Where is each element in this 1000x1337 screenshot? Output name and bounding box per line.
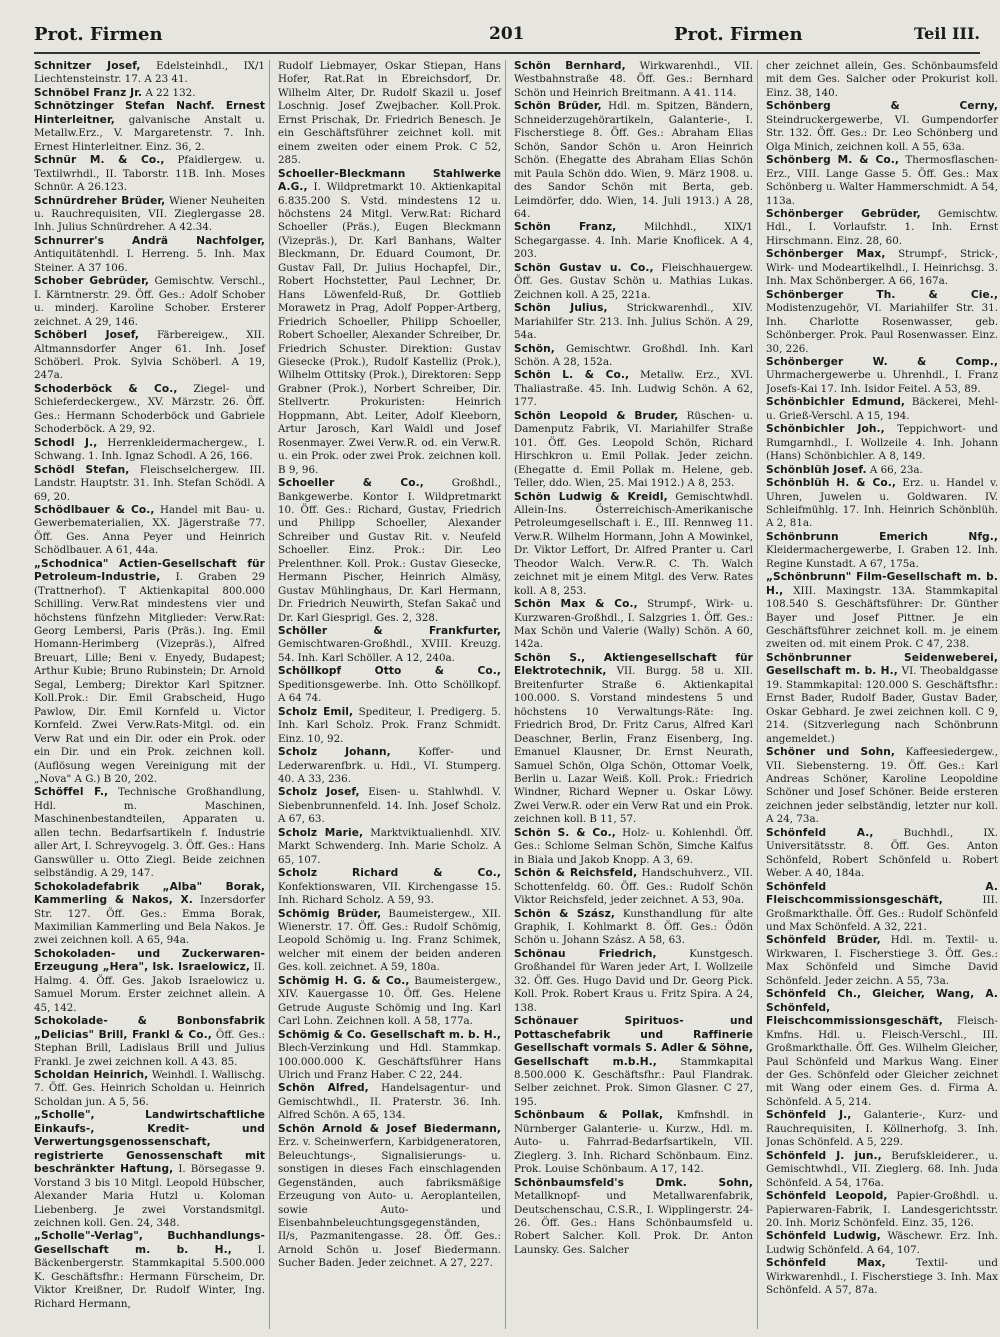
firm-details: I. Börsegasse 9. Vorstand 3 bis 10 Mitgl. Leopold Hübscher, Alexander Maria Hutzl u. Koloman Liebenberg. Je zwei Vorstandsmitgl. zeichnen koll. Gen. 24, 348. [34,1163,266,1229]
firm-details: Rudolf Liebmayer, Oskar Stiepan, Hans Hofer, Rat.Rat in Ebreichsdorf, Dr. Wilhelm Alter, Dr. Rudolf Skazil u. Josef Loschnig. Josef Zwejbacher. Koll.Prok. Ernst Prischak, Dr. Friedrich Benesch. Je ein Geschäftsführer zeichnet koll. mit einem zweiten oder einem Prok. C 52, 285. [278,60,501,167]
firm-name: Schönberger Gebrüder, [766,207,921,220]
directory-entry [766,1150,998,1190]
firm-details: VI. Theobaldgasse 19. Stammkapital: 120.000 S. Geschäftsfhr.: Ernst Bader, Rudolf Bader, Gustav Bader, Oskar Gebhard. Je zwei zeichnen koll. C 9, 214. (Sitzverlegung nach Schönbrunn angemeldet.) [766,665,998,745]
firm-name: Scholz Richard & Co., [278,867,501,880]
firm-details: II. Halmg. 4. Öff. Ges. Jakob Israelowicz u. Samuel Morum. Erster zeichnet allein. A 45, 142. [34,961,265,1014]
firm-details: Gemischtwhdl. Allein-Ins. Österreichisch-Amerikanische Petroleumgesellschaft i. E., III. Rennweg 11. Verw.R. Wilhelm Hormann, John A Mowinkel, Dr. Viktor Leffort, Dr. Alfred Pranter u. Carl Theodor Walch. Verw.R. C. Th. Walch zeichnet mit je einem Mitgl. des Verw. Rates koll. A 8, 253. [514,490,753,597]
firm-name: „Schodnica" Actien-Gesellschaft für Petroleum-Industrie, [34,557,265,584]
firm-details: Hdl. m. Spitzen, Bändern, Schneiderzugehörartikeln, Galanterie-, I. Fischerstiege 8. Öff. Ges.: Abraham Elias Schön, Sandor Schön u. Aron Heinrich Schön. (Ehegatte des Abraham Elias Schön mit Paula Schön ddo. Wien, 9. März 1908. u. des Sandor Schön mit Berta, geb. Leimdörfer, ddo. Wien, 14. Juli 1913.) A 28, 64. [514,100,754,220]
directory-entry [766,100,998,154]
firm-name: Schober Gebrüder, [34,275,149,288]
directory-entry [514,491,753,599]
firm-details: Handschuhverz., VII. Schottenfeldg. 60. Öff. Ges.: Rudolf Schön Viktor Reichsfeld, jeder zeichnet. A 53, 90a. [514,867,753,907]
firm-name: Schön S. & Co., [514,826,616,839]
directory-entry [278,786,501,826]
firm-name: Schönfeld Brüder, [766,934,881,947]
firm-name: Schön Julius, [514,302,608,315]
directory-entry [766,248,998,288]
directory-entry [766,881,998,935]
firm-details: Strumpf-, Wirk- u. Kurzwaren-Großhdl., I. Salzgries 1. Öff. Ges.: Max Schön und Valerie (Wally) Schön. A 60, 142a. [514,598,753,651]
directory-entry [278,908,501,975]
firm-details: Papier-Großhdl. u. Papierwaren-Fabrik, I. Landesgerichtsstr. 20. Inh. Moriz Schönfeld. Einz. 35, 126. [766,1190,998,1229]
directory-entry [766,208,998,248]
firm-name: Schönauer Spirituos- und Pottaschefabrik und Raffinerie Gesellschaft vormals S. Adler & Söhne, Gesellschaft m.b.H., [514,1015,753,1068]
firm-name: Schönblüh H. & Co., [766,477,896,490]
firm-name: Schönbrunn Emerich Nfg., [766,530,998,543]
firm-name: Schönberg & Cerny, [766,100,998,113]
firm-name: Schön Arnold & Josef Biedermann, [278,1122,501,1135]
firm-name: Schön Leopold & Bruder, [514,409,679,422]
firm-name: Schönbaum & Pollak, [514,1109,664,1122]
firm-name: Schönfeld Ch., Gleicher, Wang, A. Schönfeld, Fleischcommissionsgeschäft, [766,988,998,1028]
directory-entry [278,827,501,867]
firm-name: Schödlbauer & Co., [34,503,155,516]
firm-details: Ziegel- und Schieferdeckergew., XV. Märzstr. 26. Öff. Ges.: Hermann Schoderböck und Gabriele Schoderböck. A 29, 92. [34,382,265,436]
firm-name: Schokolade- & Bonbonsfabrik „Delicias" Brill, Frankl & Co., [34,1015,265,1041]
directory-entry [514,343,753,370]
firm-details: Öff. Ges.: Stephan Brill, Ladislaus Brill und Julius Frankl. Je zwei zeichnen koll. A 43. 85. [34,1028,265,1068]
directory-entry [766,396,998,423]
firm-name: Schönfeld Max, [766,1257,886,1270]
firm-details: Buchhdl., IX. Universitätsstr. 8. Öff. Ges. Anton Schönfeld, Robert Schönfeld u. Robert Weber. A 40, 184a. [766,826,998,880]
directory-entry [278,975,501,1029]
firm-details: Wirkwarenhdl., VII. Westbahnstraße 48. Öff. Ges.: Bernhard Schön und Heinrich Breitmann. A 41. 114. [514,60,753,99]
firm-details: galvanische Anstalt u. Metallw.Erz., V. Margaretenstr. 7. Inh. Ernest Hinterleitner. Einz. 36, 2. [34,113,265,153]
directory-entry [514,100,753,221]
directory-entry [34,786,265,880]
firm-name: Schönfeld J., [766,1109,852,1122]
firm-name: Schön Gustav u. Co., [514,261,654,274]
directory-entry [766,154,998,208]
directory-entry [34,235,265,275]
firm-details: Kmfnshdl. in Nürnberger Galanterie- u. Kurzw., Hdl. m. Auto- u. Fahrrad-Bedarfsartikeln, VII. Zieglerg. 3. Inh. Richard Schönbaum. Einz. Prok. Louise Schönbaum. A 17, 142. [514,1109,754,1176]
directory-entry [34,464,265,504]
firm-name: Scholdan Heinrich, [34,1068,149,1081]
firm-details: Holz- u. Kohlenhdl. Öff. Ges.: Schlome Selman Schön, Simche Kalfus in Biala und Jakob Knopp. A 3, 69. [514,826,753,866]
directory-entry [34,437,265,464]
directory-entry [278,625,501,665]
directory-entry [278,1123,501,1271]
directory-entry [766,934,998,988]
directory-entry [766,1230,998,1257]
directory-entry [34,1069,265,1109]
firm-details: Kleidermachergewerbe, I. Graben 12. Inh. Regine Kunstadt. A 67, 175a. [766,544,998,570]
firm-details: Gemischtw. Hdl., I. Vorlaufstr. 1. Inh. Ernst Hirschmann. Einz. 28, 60. [766,207,998,247]
firm-name: „Scholle"-Verlag", Buchhandlungs-Gesellschaft m. b. H., [34,1230,265,1256]
firm-name: Schön & Szász, [514,907,615,920]
firm-details: VII. Burgg. 58 u. XII. Breitenfurter Straße 6. Aktienkapital 100.000. S. Vorstand mindestens 5 und höchstens 10 Verwaltungs-Räte: Ing. Friedrich Brod, Dr. Fritz Carus, Alfred Karl Deaschner, Berlin, Franz Eisenberg, Ing. Emanuel Klausner, Dr. Ernst Neurath, Samuel Schön, Olga Schön, Ottomar Voelk, Berlin u. Lazar Weiß. Koll. Prok.: Friedrich Windner, Richard Wepner u. Oskar Löwy. Zwei Verw.R. oder ein Verw Rat und ein Prok. zeichnen koll. B 11, 57. [514,665,753,826]
firm-details: Konfektionswaren, VII. Kirchengasse 15. Inh. Richard Scholz. A 59, 93. [278,880,501,907]
firm-name: Schönbichler Edmund, [766,396,906,409]
firm-details: Herrenkleidermachergew., I. Schwang. 1. Inh. Ignaz Schodl. A 26, 166. [34,436,265,463]
firm-name: Schnöbel Franz Jr. [34,86,143,99]
firm-name: Schönberg M. & Co., [766,154,899,167]
firm-details: Spediteur, I. Predigerg. 5. Inh. Karl Scholz. Prok. Franz Schmidt. Einz. 10, 92. [278,705,501,745]
firm-details: Wiener Neuheiten u. Rauchrequisiten, VII. Zieglergasse 28. Inh. Julius Schnürdreher. A 42.34. [34,194,265,234]
firm-name: Schöberl Josef, [34,329,139,342]
directory-entry [766,531,998,571]
firm-name: Schönfeld A. Fleischcommissionsgeschäft, [766,880,998,907]
firm-name: Schnötzinger Stefan Nachf. Ernest Hinterleitner, [34,100,265,126]
firm-details: Steindruckergewerbe, VI. Gumpendorfer Str. 132. Öff. Ges.: Dr. Leo Schönberg und Olga Minich, zeichnen koll. A 55, 63a. [766,113,998,153]
firm-details: Strickwarenhdl., XIV. Mariahilfer Str. 213. Inh. Julius Schön. A 29, 54a. [514,302,753,342]
directory-entry [278,867,501,907]
firm-details: Kunstgesch. Großhandel für Waren jeder Art, I. Wollzeile 32. Öff. Ges. Hugo David und Dr. Georg Pick. Koll. Prok. Robert Kraus u. Fritz Spira. A 24, 138. [514,947,753,1014]
firm-details: Färbereigew., XII. Altmannsdorfer Anger 61. Inh. Josef Schöberl. Prok. Sylvia Schöberl. A 19, 247a. [34,329,265,382]
firm-name: Schönfeld Ludwig, [766,1230,881,1243]
directory-entry [514,1177,753,1258]
running-head-left: Prot. Firmen [34,24,163,45]
firm-name: Schönberger W. & Comp., [766,355,998,368]
directory-entry [766,289,998,356]
firm-name: Scholz Johann, [278,746,391,759]
directory-entry [278,168,501,477]
directory-entry [34,60,265,87]
firm-details: Eisen- u. Stahlwhdl. V. Siebenbrunnenfeld. 14. Inh. Josef Scholz. A 67, 63. [278,786,501,826]
directory-entry [766,827,998,881]
directory-entry [514,302,753,342]
directory-entry [514,369,753,409]
firm-name: Schödl Stefan, [34,463,130,476]
firm-details: I. Wildpretmarkt 10. Aktienkapital 6.835.200 S. Vstd. mindestens 12 u. höchstens 24 Mitgl. Verw.Rat: Richard Schoeller (Präs.), Eugen Bleckmann (Vizepräs.), Dr. Karl Banhans, Walter Bleckmann, Dr. Eduard Coumont, Dr. Gustav Fall, Dr. Julius Hochapfel, Dir., Robert Hochstetter, Paul Lechner, Dr. Hans Löwenfeld-Ruß, Dr. Gottlieb Morawetz in Prag, Adolf Popper-Artberg, Friedrich Schoeller, Philipp Schoeller, Robert Schoeller, Alexander Schreiber, Dr. Friedrich Schuster. Direktion: Gustav Giesecke (Prok.), Rudolf Kastelliz (Prok.), Wilhelm Ottitsky (Prok.), Direktoren: Sepp Grabner (Prok.), Norbert Schreiber, Dir. Stellvertr. Prokuristen: Heinrich Hoppmann, Abt. Leiter, Adolf Kleeborn, Artur Jarosch, Karl Waldl und Josef Rosenmayer. Zwei Verw.R. od. ein Verw.R. u. ein Prok. oder zwei Prok. zeichnen koll. B 9, 96. [278,181,501,476]
firm-details: Uhrmachergewerbe u. Uhrenhdl., I. Franz Josefs-Kai 17. Inh. Isidor Feitel. A 53, 89. [766,369,998,395]
directory-entry [766,60,998,100]
firm-details: Hdl. m. Textil- u. Wirkwaren, I. Fischerstiege 3. Öff. Ges.: Max Schönfeld und Simche David Schönfeld. Jeder zeichn. A 55, 73a. [766,934,998,987]
directory-entry [514,410,753,491]
firm-name: Schönfeld Leopold, [766,1190,888,1203]
directory-entry [278,1082,501,1122]
directory-entry [34,1109,265,1230]
firm-details: Erz. v. Scheinwerfern, Karbidgeneratoren, Beleuchtungs-, Signalisierungs- u. sonstigen in dieses Fach einschlagenden Gegenständen, auch fabriksmäßige Erzeugung von Auto- u. Aeroplanteilen, sowie Auto- und Eisenbahnbeleuchtungsgegenständen, II/s, Pazmanitengasse. 28. Öff. Ges.: Arnold Schön u. Josef Biedermann. Sucher Baden. Jeder zeichnet. A 27, 227. [278,1136,501,1270]
section-label: Teil III. [914,24,980,43]
directory-entry [34,87,265,100]
firm-name: Schöffel F., [34,786,109,799]
directory-entry [766,477,998,531]
directory-entry [514,598,753,652]
directory-entry [34,881,265,948]
directory-entry [514,60,753,100]
firm-details: Großhdl., Bankgewerbe. Kontor I. Wildpretmarkt 10. Öff. Ges.: Richard, Gustav, Friedrich und Philipp Schoeller, Alexander Schreiber und Gustav Rit. v. Neufeld Schoeller. Einz. Prok.: Dir. Leo Prelenthner. Koll. Prok.: Gustav Giesecke, Hermann Pischer, Heinrich Almäsy, Gustav Mühlinghaus, Dr. Karl Hermann, Dr. Friedrich Neuwirth, Stefan Sakač und Dr. Karl Giesprigl. Ges. 2, 328. [278,477,501,624]
firm-name: Schönfeld J. jun., [766,1149,882,1162]
firm-details: Metallknopf- und Metallwarenfabrik, Deutschenschau, C.S.R., I. Wipplingerstr. 24-26. Öff. Ges.: Hans Schönbaumsfeld u. Robert Salcher. Koll. Prok. Dr. Anton Launsky. Ges. Salcher [514,1190,753,1256]
firm-details: Kunsthandlung für alte Graphik, I. Kohlmarkt 8. Öff. Ges.: Ödön Schön u. Johann Szász. A 58, 63. [514,907,754,947]
firm-name: Schön S., Aktiengesellschaft für Elektrotechnik, [514,651,753,678]
directory-entry [514,908,753,948]
firm-name: Schoeller & Co., [278,477,424,490]
firm-name: Schönau Friedrich, [514,947,657,960]
column-1 [34,60,270,1329]
firm-details: Gemischtw. Verschl., I. Kärntnerstr. 29. Öff. Ges.: Adolf Schober u. minderj. Karoline Schober. Ersterer zeichnet. A 29, 146. [34,275,265,328]
column-3 [514,60,758,1329]
firm-name: Schnitzer Josef, [34,60,141,72]
firm-name: Schodl J., [34,436,98,449]
firm-name: Schön Franz, [514,221,617,234]
directory-entry [766,464,998,477]
firm-name: Schöllkopf Otto & Co., [278,665,501,678]
directory-entry [766,1257,998,1297]
firm-details: A 66, 23a. [869,463,923,476]
firm-details: Erz. u. Handel v. Uhren, Juwelen u. Goldwaren. IV. Schleifmühlg. 17. Inh. Heinrich Schönblüh. A 2, 81a. [766,477,998,530]
directory-entry [514,1015,753,1109]
page-header [34,22,980,54]
firm-name: Schönbichler Joh., [766,423,885,436]
directory-entry [34,195,265,235]
directory-entry [514,262,753,302]
column-4 [766,60,1000,1329]
firm-name: Scholz Marie, [278,826,364,839]
firm-details: Rüschen- u. Damenputz Fabrik, VI. Mariahilfer Straße 101. Öff. Ges. Leopold Schön, Richard Hirschkron u. Emil Pollak. Jeder zeichn. (Ehegatte d. Emil Pollak m. Helene, geb. Teller, ddo. Wien, 25. Mai 1912.) A 8, 253. [514,409,753,490]
directory-entry [34,100,265,154]
firm-details: Marktviktualienhdl. XIV. Markt Schwenderg. Inh. Marie Scholz. A 65, 107. [278,826,501,866]
directory-entry [278,477,501,625]
directory-entry [34,504,265,558]
firm-name: Schön Brüder, [514,100,602,113]
page-number: 201 [489,24,525,44]
directory-entry [34,1230,265,1311]
directory-entry [278,1029,501,1083]
firm-details: A 22 132. [145,86,196,99]
firm-name: Schöller & Frankfurter, [278,625,501,638]
directory-entry [766,746,998,827]
firm-details: I. Graben 29 (Trattnerhof). T Aktienkapital 800.000 Schilling. Verw.Rat mindestens vier und höchstens fünfzehn Mitglieder: Verw.Rat: Georg Lembersi, Paris (Präs.). Ing. Emil Homann-Herimberg (Vizepräs.), Alfred Breuart, Lille; Beni v. Enyedy, Budapest; Arthur Kubie; Bruno Rubinstein; Dr. Arnold Segal, Lemberg; Direktor Karl Spitzner. Koll.Prok.: Dir. Emil Grabscheid, Hugo Pawlow, Dir. Emil Kornfeld u. Victor Kornfeld. Zwei Verw.Rats-Mitgl. od. ein Verw Rat und ein Dir. oder ein Prok. oder ein Dir. und ein Prok. zeichnen koll. (Auflösung wegen Vereinigung mit der „Nova" A G.) B 20, 202. [34,571,265,786]
directory-entry [278,746,501,786]
directory-entry [514,827,753,867]
directory-entry [766,652,998,746]
firm-details: Galanterie-, Kurz- und Rauchrequisiten, I. Köllnerhofg. 3. Inh. Jonas Schönfeld. A 5, 229. [766,1109,998,1149]
firm-details: Technische Großhandlung, Hdl. m. Maschinen, Maschinenbestandteilen, Apparaten u. allen techn. Bedarfsartikeln f. Industrie aller Art, I. Schreyvogelg. 3. Öff. Ges.: Hans Ganswüller u. Otto Ziegl. Beide zeichnen selbständig. A 29, 147. [34,786,265,880]
firm-details: III. Großmarkthalle. Öff. Ges.: Rudolf Schönfeld und Max Schönfeld. A 32, 221. [766,894,998,933]
firm-details: Baumeistergew., XIV. Kauergasse 10. Öff. Ges. Helene Getrude Auguste Schömig und Ing. Karl Carl Lohn. Zeichnen koll. A 58, 177a. [278,974,501,1028]
firm-name: Schönbrunner Seidenweberei, Gesellschaft m. b. H., [766,651,998,678]
firm-name: Schömig Brüder, [278,907,382,920]
directory-entry [514,652,753,827]
directory-entry [34,948,265,1015]
firm-details: Blech-Verzinkung und Hdl. Stammkap. 100.000.000 K. Geschäftsführer Hans Ulrich und Franz Haber. C 22, 244. [278,1042,501,1081]
firm-details: Pfaidlergew. u. Textilwrhdl., II. Taborstr. 11B. Inh. Moses Schnür. A 26.123. [34,154,265,194]
firm-name: Scholz Emil, [278,705,354,718]
firm-details: Handel mit Bau- u. Gewerbematerialien, XX. Jägerstraße 77. Öff. Ges. Anna Peyer und Heinrich Schödlbauer. A 61, 44a. [34,503,265,557]
firm-name: Schön Bernhard, [514,60,626,72]
firm-details: Antiquitätenhdl. I. Herreng. 5. Inh. Max Steiner. A 37 106. [34,248,265,274]
firm-name: Schönberger Th. & Cie., [766,288,998,301]
firm-details: Fleisch-Kmfns. Hdl. u. Fleisch-Verschl., III. Großmarkthalle. Öff. Ges. Wilhelm Gleicher, Paul Schönfeld und Markus Wang. Einer der Ges. Schönfeld oder Gleicher zeichnet mit Wang oder einem Ges. d. Firma A. Schönfeld. A 5, 214. [766,1015,998,1108]
column-2 [278,60,506,1329]
firm-details: Gemischtwaren-Großhdl., XVIII. Kreuzg. 54. Inh. Karl Schöller. A 12, 240a. [278,638,501,664]
firm-details: Inzersdorfer Str. 127. Öff. Ges.: Emma Borak, Maximilian Kammerling und Bela Nakos. Je zwei zeichnen koll. A 65, 94a. [34,894,265,947]
directory-entry [766,423,998,463]
firm-details: Speditionsgewerbe. Inh. Otto Schöllkopf. A 64 74. [278,678,501,705]
firm-details: Stammkapital 8.500.000 K. Geschäftsfhr.: Paul Flandrak. Selber zeichnet. Prok. Simon Glasner. C 27, 195. [514,1055,753,1108]
firm-details: Wäschewr. Erz. Inh. Ludwig Schönfeld. A 64, 107. [766,1230,998,1256]
directory-entry [278,60,501,168]
firm-details: Koffer- und Lederwarenfbrk. u. Hdl., VI. Stumperg. 40. A 33, 236. [278,746,501,786]
directory-entry [766,356,998,396]
firm-name: Schokoladefabrik „Alba" Borak, Kammerling & Nakos, X. [34,880,265,907]
firm-details: Edelsteinhdl., IX/1 Liechtensteinstr. 17. A 23 41. [34,60,265,86]
directory-entry [278,706,501,746]
firm-details: Thermosflaschen-Erz., VIII. Lange Gasse 5. Öff. Ges.: Max Schönberg u. Walter Hammerschmidt. A 54, 113a. [766,154,998,207]
running-head-middle: Prot. Firmen [674,24,803,45]
firm-details: XIII. Maxingstr. 13A. Stammkapital 108.540 S. Geschäftsführer: Dr. Günther Bayer und Josef Pittner. Je ein Geschäftsführer zeichnet koll. m. je einem zweiten od. mit einem Prok. C 47, 238. [766,584,998,651]
firm-details: Bäckerei, Mehl- u. Grieß-Verschl. A 15, 194. [766,396,998,422]
firm-name: Schön & Reichsfeld, [514,867,638,880]
firm-name: Schokoladen- und Zuckerwaren-Erzeugung „Hera", Isk. Israelowicz, [34,947,265,974]
firm-name: Schönberger Max, [766,248,886,261]
firm-details: Berufskleiderer., u. Gemischtwhdl., VII. Zieglerg. 68. Inh. Juda Schönfeld. A 54, 176a. [766,1149,998,1189]
firm-name: Schnurrer's Andrä Nachfolger, [34,234,265,247]
directory-entry [34,154,265,194]
firm-name: Schön Ludwig & Kreidl, [514,490,668,503]
directory-entry [34,329,265,383]
firm-name: Schönbaumsfeld's Dmk. Sohn, [514,1176,753,1189]
directory-entry [34,275,265,329]
firm-name: Schön Max & Co., [514,598,638,611]
firm-details: I. Bäckenbergerstr. Stammkapital 5.500.000 K. Geschäftsfhr.: Hermann Fürscheim, Dr. Viktor Kreißner, Dr. Rudolf Winter, Ing. Richard Hermann, [34,1243,265,1310]
firm-name: Schönblüh Josef. [766,463,867,476]
firm-details: cher zeichnet allein, Ges. Schönbaumsfeld mit dem Ges. Salcher oder Prokurist koll. Einz. 38, 140. [766,60,998,99]
firm-details: Handelsagentur- und Gemischtwhdl., II. Praterstr. 36. Inh. Alfred Schön. A 65, 134. [278,1082,501,1122]
firm-name: Schnür M. & Co., [34,154,165,167]
firm-details: Kaffeesiedergew., VII. Siebensterng. 19. Öff. Ges.: Karl Andreas Schöner, Karoline Leopoldine Schöner und Josef Schöner. Beide ersteren zeichnen jeder selbständig, letzter nur koll. A 24, 73a. [766,746,998,826]
firm-details: Textil- und Wirkwarenhdl., I. Fischerstiege 3. Inh. Max Schönfeld. A 57, 87a. [766,1257,998,1297]
firm-details: Weinhdl. I. Wallischg. 7. Öff. Ges. Heinrich Scholdan u. Heinrich Scholdan jun. A 5, 56. [34,1068,265,1108]
directory-entry [34,1015,265,1069]
firm-name: Schoeller-Bleckmann Stahlwerke A.G., [278,167,501,194]
directory-entry [514,948,753,1015]
directory-entry [766,1109,998,1149]
firm-name: „Schönbrunn" Film-Gesellschaft m. b. H., [766,571,998,597]
firm-name: Schömig & Co. Gesellschaft m. b. H., [278,1028,501,1041]
firm-details: Milchhdl., XIX/1 Schegargasse. 4. Inh. Marie Knoflicek. A 4, 203. [514,221,753,261]
directory-entry [766,571,998,652]
firm-name: Schöner und Sohn, [766,746,895,759]
firm-name: Schömig H. G. & Co., [278,974,410,987]
firm-details: Baumeistergew., XII. Wienerstr. 17. Öff. Ges.: Rudolf Schömig, Leopold Schömig u. Ing. Franz Schimek, welcher mit einem der beiden anderen Ges. koll. zeichnet. A 59, 180a. [278,907,501,974]
firm-name: „Scholle", Landwirtschaftliche Einkaufs-, Kredit- und Verwertungsgenossenschaft, registrierte Genossenschaft mit beschränkter Haftung, [34,1109,265,1176]
firm-details: Modistenzugehör, VI. Mariahilfer Str. 31. Inh. Charlotte Rosenwasser, geb. Schönberger. Prok. Paul Rosenwasser. Einz. 30, 226. [766,302,998,355]
directory-entry [766,988,998,1109]
firm-name: Schnürdreher Brüder, [34,194,166,207]
directory-entry [278,665,501,705]
directory-entry [514,867,753,907]
firm-name: Schön L. & Co., [514,369,630,382]
firm-details: Teppichwort- und Rumgarnhdl., I. Wollzeile 4. Inh. Johann (Hans) Schönbichler. A 8, 149. [766,423,998,463]
directory-entry [766,1190,998,1230]
directory-entry [514,221,753,261]
firm-details: Fleischselchergew. III. Landstr. Hauptstr. 31. Inh. Stefan Schödl. A 69, 20. [34,463,265,503]
firm-name: Scholz Josef, [278,786,360,799]
firm-name: Schön Alfred, [278,1082,369,1095]
firm-name: Schoderböck & Co., [34,382,178,395]
directory-entry [514,1109,753,1176]
firm-details: Gemischtwr. Großhdl. Inh. Karl Schön. A 28, 152a. [514,342,753,368]
firm-details: Fleischhauergew. Öff. Ges. Gustav Schön u. Mathias Lukas. Zeichnen koll. A 25, 221a. [514,261,753,301]
firm-name: Schönfeld A., [766,826,874,839]
directory-entry [34,558,265,787]
firm-name: Schön, [514,342,555,355]
columns [34,60,999,1329]
firm-details: Strumpf-, Strick-, Wirk- und Modeartikelhdl., I. Heinrichsg. 3. Inh. Max Schönberger. A 66, 167a. [766,248,999,288]
firm-details: Metallw. Erz., XVI. Thaliastraße. 45. Inh. Ludwig Schön. A 62, 177. [514,369,753,409]
directory-entry [34,383,265,437]
